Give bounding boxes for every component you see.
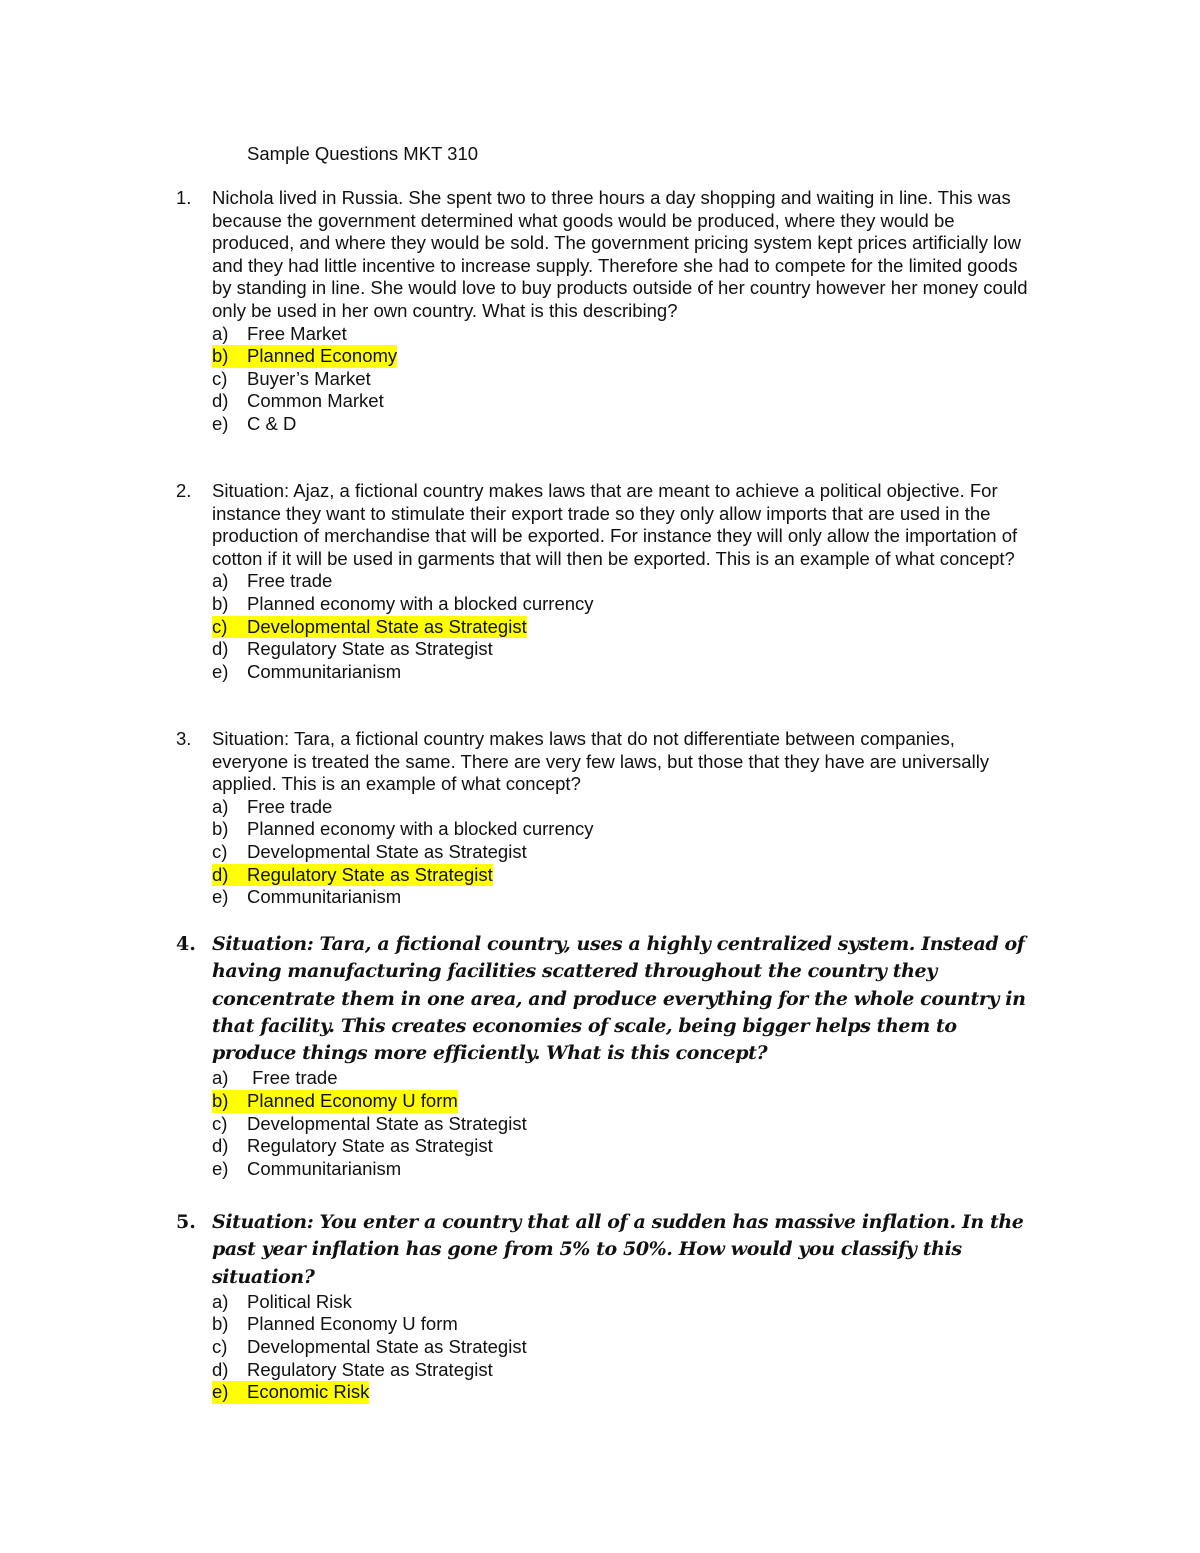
option-letter: a)	[212, 1067, 229, 1089]
option-letter: e)	[212, 1157, 229, 1179]
option-letter: b)	[212, 1090, 229, 1112]
option-text: Developmental State as Strategist	[247, 1112, 527, 1134]
option-text: Free Market	[247, 322, 347, 344]
option-item	[212, 661, 1036, 684]
option-text: Planned Economy U form	[247, 1090, 458, 1112]
option-item	[212, 593, 1036, 616]
option-letter: c)	[212, 840, 228, 862]
option-item	[212, 1113, 1036, 1136]
option-item	[212, 616, 1036, 639]
option-item	[212, 1291, 1036, 1314]
option-letter: a)	[212, 570, 229, 592]
option-text: Developmental State as Strategist	[247, 615, 527, 637]
option-letter: a)	[212, 322, 229, 344]
option-item	[212, 818, 1036, 841]
option-text: Regulatory State as Strategist	[247, 863, 493, 885]
option-text: Free trade	[247, 1067, 338, 1089]
question-stem: Situation: Tara, a fictional country, uses a highly centralized system. Instead of having manufacturing facilities scattered throughout the country they concentrate them in one area, and produce everything for the whole country in that facility. This creates economies of scale, being bigger helps them to produce things more efficiently. What is this concept?	[212, 933, 1026, 1065]
question-number: 5.	[176, 1211, 196, 1233]
option-item	[212, 413, 1036, 436]
question-stem: Situation: You enter a country that all of a sudden has massive inflation. In the past year inflation has gone from 5% to 50%. How would you classify this situation?	[212, 1211, 1024, 1288]
option-list	[212, 1291, 1036, 1404]
question-number: 2.	[176, 480, 192, 501]
option-letter: a)	[212, 795, 229, 817]
option-item	[212, 841, 1036, 864]
option-item	[212, 1336, 1036, 1359]
option-list	[212, 796, 1036, 909]
option-list	[212, 323, 1036, 436]
option-item	[212, 323, 1036, 346]
option-item	[212, 1381, 1036, 1404]
option-letter: c)	[212, 1112, 228, 1134]
question-3	[176, 728, 1036, 909]
option-text: Economic Risk	[247, 1381, 370, 1403]
option-letter: e)	[212, 1381, 229, 1403]
question-1	[176, 187, 1036, 436]
option-item	[212, 864, 1036, 887]
option-item	[212, 1067, 1036, 1090]
option-list	[212, 1067, 1036, 1180]
option-letter: d)	[212, 1135, 229, 1157]
option-letter: c)	[212, 367, 228, 389]
option-item	[212, 886, 1036, 909]
option-item	[212, 1158, 1036, 1181]
question-number: 1.	[176, 187, 192, 208]
option-item	[212, 796, 1036, 819]
option-letter: e)	[212, 886, 229, 908]
option-text: Common Market	[247, 390, 384, 412]
question-number: 3.	[176, 728, 192, 749]
option-item	[212, 1135, 1036, 1158]
option-list	[212, 570, 1036, 683]
option-letter: e)	[212, 660, 229, 682]
question-stem: Nichola lived in Russia. She spent two to three hours a day shopping and waiting in line. This was because the government determined what goods would be produced, where they would be produced, and where they would be sold. The government pricing system kept prices artificially low and they had little incentive to increase supply. Therefore she had to compete for the limited goods by standing in line. She would love to buy products outside of her country however her money could only be used in her own country. What is this describing?	[212, 187, 1028, 321]
option-text: Developmental State as Strategist	[247, 1336, 527, 1358]
option-text: Free trade	[247, 570, 333, 592]
option-text: Planned economy with a blocked currency	[247, 818, 594, 840]
option-text: Developmental State as Strategist	[247, 840, 527, 862]
option-letter: d)	[212, 390, 229, 412]
option-letter: e)	[212, 412, 229, 434]
option-letter: b)	[212, 345, 229, 367]
option-item	[212, 1090, 1036, 1113]
question-number: 4.	[176, 933, 196, 955]
option-item	[212, 368, 1036, 391]
option-letter: d)	[212, 863, 229, 885]
document-title: Sample Questions MKT 310	[247, 143, 479, 164]
option-text: Communitarianism	[247, 886, 402, 908]
option-letter: d)	[212, 1358, 229, 1380]
option-letter: b)	[212, 1313, 229, 1335]
option-letter: b)	[212, 818, 229, 840]
option-text: Planned Economy U form	[247, 1313, 458, 1335]
option-text: Communitarianism	[247, 1157, 402, 1179]
option-letter: c)	[212, 615, 228, 637]
option-letter: a)	[212, 1290, 229, 1312]
option-text: Planned Economy	[247, 345, 398, 367]
option-item	[212, 1359, 1036, 1382]
option-text: Buyer’s Market	[247, 367, 371, 389]
option-text: Political Risk	[247, 1290, 352, 1312]
option-letter: c)	[212, 1336, 228, 1358]
question-4	[176, 931, 1036, 1180]
question-stem: Situation: Ajaz, a fictional country makes laws that are meant to achieve a political objective. For instance they want to stimulate their export trade so they only allow imports that are used in the production of merchandise that will be exported. For instance they will only allow the importation of cotton if it will be used in garments that will then be exported. This is an example of what concept?	[212, 480, 1018, 569]
option-text: Free trade	[247, 795, 333, 817]
option-text: Regulatory State as Strategist	[247, 638, 493, 660]
option-item	[212, 570, 1036, 593]
option-text: Communitarianism	[247, 660, 402, 682]
option-text: Regulatory State as Strategist	[247, 1135, 493, 1157]
option-letter: b)	[212, 592, 229, 614]
option-letter: d)	[212, 638, 229, 660]
question-2	[176, 480, 1036, 683]
option-item	[212, 1313, 1036, 1336]
option-text: Planned economy with a blocked currency	[247, 592, 594, 614]
option-item	[212, 638, 1036, 661]
question-stem: Situation: Tara, a fictional country makes laws that do not differentiate between companies, everyone is treated the same. There are very few laws, but those that they have are universally applied. This is an example of what concept?	[212, 728, 990, 795]
option-item	[212, 390, 1036, 413]
option-text: C & D	[247, 412, 297, 434]
option-text: Regulatory State as Strategist	[247, 1358, 493, 1380]
option-item	[212, 345, 1036, 368]
question-5	[176, 1209, 1036, 1404]
